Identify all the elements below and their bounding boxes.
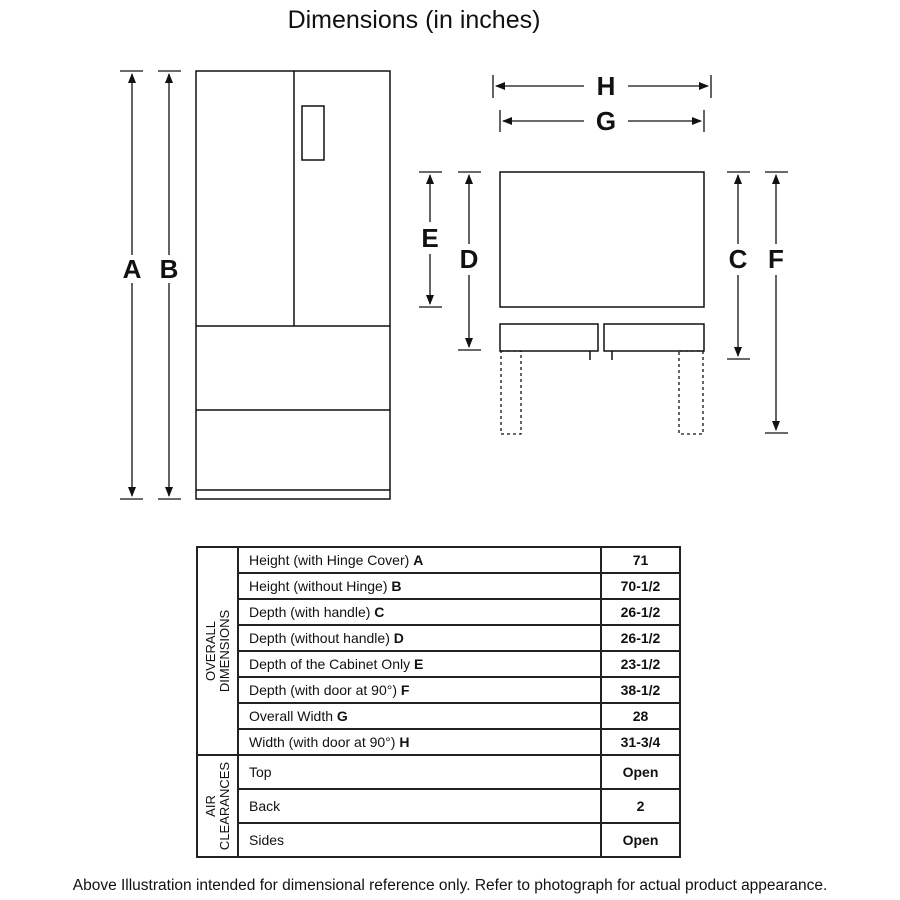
- dispenser: [302, 106, 324, 160]
- row-value: 23-1/2: [601, 651, 680, 677]
- row-label-text: Sides: [249, 832, 285, 848]
- table-row: [197, 677, 680, 703]
- row-value: 71: [601, 547, 680, 573]
- table-row: [197, 573, 680, 599]
- row-label: [238, 729, 601, 755]
- row-label: [238, 755, 601, 789]
- row-letter: F: [400, 682, 410, 698]
- row-letter: E: [414, 656, 424, 672]
- row-label-text: Height (with Hinge Cover): [249, 552, 410, 568]
- row-letter: G: [336, 708, 348, 724]
- row-label: [238, 677, 601, 703]
- front-view-fridge: [196, 71, 390, 499]
- table-row: [197, 703, 680, 729]
- row-value: Open: [601, 823, 680, 857]
- table-row: [197, 823, 680, 857]
- row-label-text: Depth (without handle): [249, 630, 390, 646]
- label-d: D: [459, 244, 479, 274]
- row-label: [238, 651, 601, 677]
- row-value: 70-1/2: [601, 573, 680, 599]
- label-f: F: [768, 244, 784, 274]
- row-label-text: Height (without Hinge): [249, 578, 388, 594]
- row-label-text: Overall Width: [249, 708, 334, 724]
- row-label: [238, 789, 601, 823]
- group-label-overall-dimensions: [197, 547, 238, 755]
- row-value: 26-1/2: [601, 625, 680, 651]
- table-row: [197, 789, 680, 823]
- row-label-text: Depth of the Cabinet Only: [249, 656, 411, 672]
- row-value: 31-3/4: [601, 729, 680, 755]
- table-row: [197, 625, 680, 651]
- row-label-text: Depth (with door at 90°): [249, 682, 398, 698]
- table-row: [197, 547, 680, 573]
- row-value: 2: [601, 789, 680, 823]
- row-value: Open: [601, 755, 680, 789]
- top-view-fridge: [500, 172, 704, 360]
- label-h: H: [596, 71, 616, 101]
- dimensions-table: [196, 546, 681, 858]
- row-value: 26-1/2: [601, 599, 680, 625]
- group-label-line: DIMENSIONS: [216, 609, 232, 693]
- group-label-line: OVERALL: [202, 621, 218, 681]
- row-letter: A: [413, 552, 424, 568]
- row-letter: B: [391, 578, 402, 594]
- table-row: [197, 729, 680, 755]
- dimension-b: [158, 71, 181, 499]
- label-b: B: [159, 254, 179, 284]
- row-value: 38-1/2: [601, 677, 680, 703]
- row-value: 28: [601, 703, 680, 729]
- open-door-outlines: [501, 351, 703, 434]
- label-a: A: [122, 254, 142, 284]
- row-letter: D: [393, 630, 404, 646]
- row-label: [238, 547, 601, 573]
- label-g: G: [595, 106, 617, 136]
- row-label: [238, 573, 601, 599]
- table-row: [197, 599, 680, 625]
- row-letter: H: [399, 734, 410, 750]
- row-label-text: Depth (with handle): [249, 604, 371, 620]
- row-label-text: Back: [249, 798, 281, 814]
- label-e: E: [421, 223, 439, 253]
- table-row: [197, 755, 680, 789]
- row-label: [238, 703, 601, 729]
- group-label-line: CLEARANCES: [216, 761, 232, 851]
- row-label-text: Width (with door at 90°): [249, 734, 396, 750]
- group-label-air-clearances: [197, 755, 238, 857]
- row-label: [238, 599, 601, 625]
- table-row: [197, 651, 680, 677]
- row-label: [238, 823, 601, 857]
- page-title: Dimensions (in inches): [287, 6, 541, 34]
- row-label: [238, 625, 601, 651]
- label-c: C: [728, 244, 748, 274]
- dimension-f: [765, 172, 788, 433]
- dimension-a: [120, 71, 143, 499]
- row-label-text: Top: [249, 764, 272, 780]
- row-letter: C: [374, 604, 385, 620]
- group-label-line: AIR: [202, 795, 218, 817]
- disclaimer-footer: Above Illustration intended for dimensional reference only. Refer to photograph for actual product appearance.: [72, 877, 828, 894]
